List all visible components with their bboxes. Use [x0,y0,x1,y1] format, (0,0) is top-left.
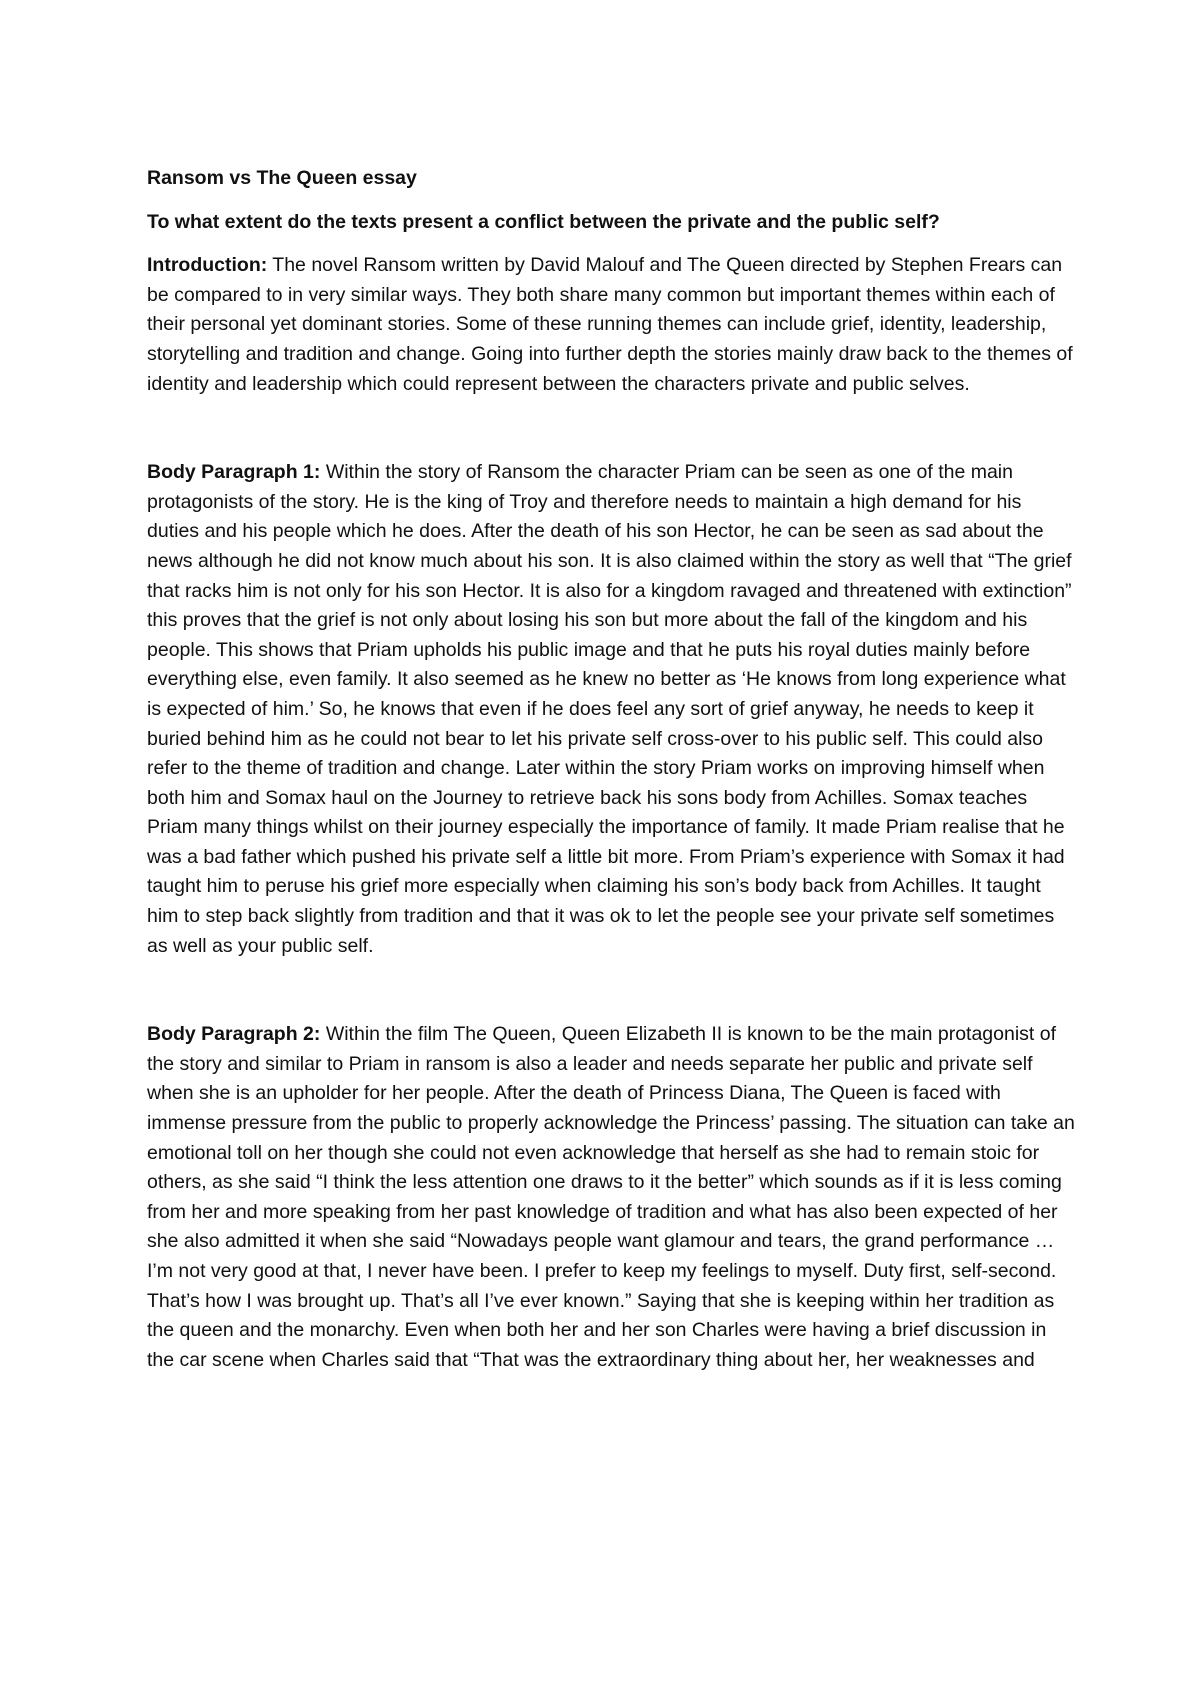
essay-question: To what extent do the texts present a conflict between the private and the public self? [147,210,940,233]
paragraph-body-1 [147,458,1077,961]
paragraph-introduction [147,251,1077,399]
document-body [147,164,1077,1375]
paragraph-label: Body Paragraph 2: [147,1023,321,1046]
paragraph-text: The novel Ransom written by David Malouf and The Queen directed by Stephen Frears can be compared to in very similar ways. They both share many common but important themes within each of their personal yet dominant stories. Some of these running themes can include grief, identity, leadership, storytelling and tradition and change. Going into further depth the stories mainly draw back to the themes of identity and leadership which could represent between the characters private and public selves. [147,254,1073,395]
paragraph-label: Introduction: [147,254,268,277]
paragraph-spacer [147,961,1077,1020]
essay-title: Ransom vs The Queen essay [147,167,417,189]
paragraph-label: Body Paragraph 1: [147,461,321,484]
paragraph-spacer [147,399,1077,458]
paragraph-text: Within the story of Ransom the character Priam can be seen as one of the main protagonists of the story. He is the king of Troy and therefore needs to maintain a high demand for his duties and his people which he does. After the death of his son Hector, he can be seen as sad about the news although he did not know much about his son. It is also claimed within the story as well that “The grief that racks him is not only for his son Hector. It is also for a kingdom ravaged and threatened with extinction” this proves that the grief is not only about losing his son but more about the fall of the kingdom and his people. This shows that Priam upholds his public image and that he puts his royal duties mainly before everything else, even family. It also seemed as he knew no better as ‘He knows from long experience what is expected of him.’ So, he knows that even if he does feel any sort of grief anyway, he needs to keep it buried behind him as he could not bear to let his private self cross-over to his public self. This could also refer to the theme of tradition and change. Later within the story Priam works on improving himself when both him and Somax haul on the Journey to retrieve back his sons body from Achilles. Somax teaches Priam many things whilst on their journey especially the importance of family. It made Priam realise that he was a bad father which pushed his private self a little bit more. From Priam’s experience with Somax it had taught him to peruse his grief more especially when claiming his son’s body back from Achilles. It taught him to step back slightly from tradition and that it was ok to let the people see your private self sometimes as well as your public self. [147,461,1072,957]
paragraph-text: Within the film The Queen, Queen Elizabeth II is known to be the main protagonist of the story and similar to Priam in ransom is also a leader and needs separate her public and private self when she is an upholder for her people. After the death of Princess Diana, The Queen is faced with immense pressure from the public to properly acknowledge the Princess’ passing. The situation can take an emotional toll on her though she could not even acknowledge that herself as she had to remain stoic for others, as she said “I think the less attention one draws to it the better” which sounds as if it is less coming from her and more speaking from her past knowledge of tradition and what has also been expected of her she also admitted it when she said “Nowadays people want glamour and tears, the grand performance … I’m not very good at that, I never have been. I prefer to keep my feelings to myself. Duty first, self-second. That’s how I was brought up. That’s all I’ve ever known.” Saying that she is keeping within her tradition as the queen and the monarchy. Even when both her and her son Charles were having a brief discussion in the car scene when Charles said that “That was the extraordinary thing about her, her weaknesses and [147,1023,1075,1371]
paragraph-body-2 [147,1020,1077,1375]
